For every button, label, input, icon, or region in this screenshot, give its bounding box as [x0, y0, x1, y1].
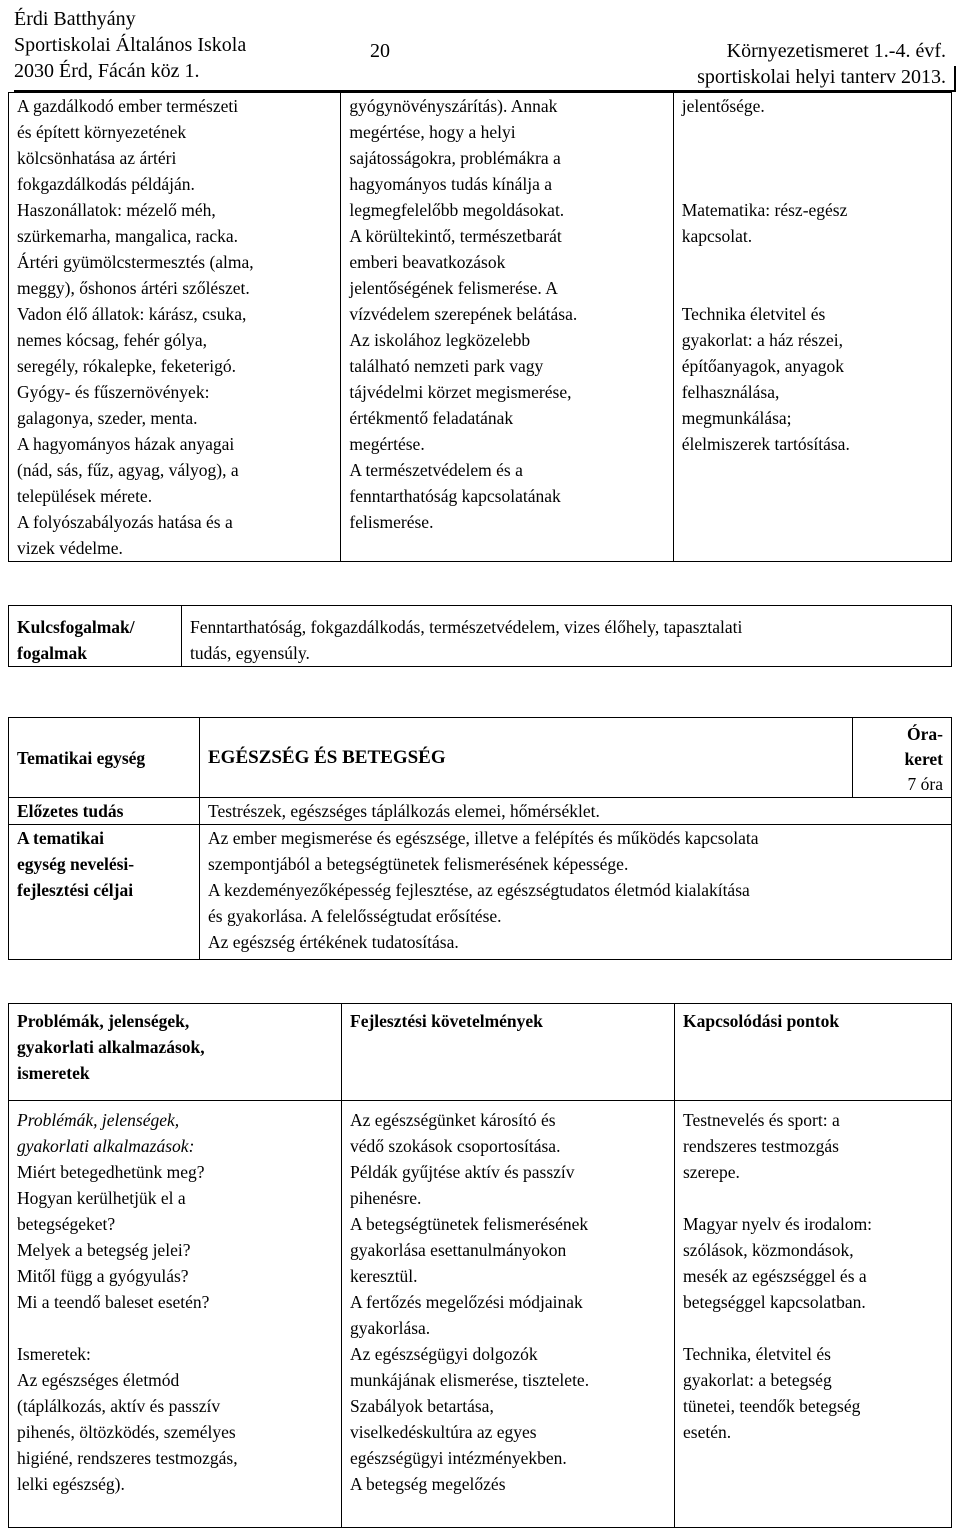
knowledge-lines — [17, 1367, 335, 1497]
text-line: esetén. — [683, 1422, 732, 1442]
text-line: Problémák, jelenségek, — [17, 1110, 180, 1130]
text-line: Miért betegedhetünk meg? — [17, 1162, 205, 1182]
connection-paragraph — [682, 301, 945, 457]
knowledge-label: Ismeretek: — [17, 1344, 91, 1364]
text-line: Technika, életvitel és — [683, 1344, 831, 1364]
text-line: pihenésre. — [350, 1188, 422, 1208]
text-line: kapcsolat. — [681, 226, 753, 246]
connection-paragraph — [683, 1341, 945, 1445]
text-line: Az egészség értékének tudatosítása. — [208, 932, 459, 952]
text-line: betegségeket? — [17, 1214, 116, 1234]
text-line: vízvédelem szerepének belátása. — [349, 304, 578, 324]
table-row — [9, 718, 952, 798]
text-line: A betegség megelőzés — [350, 1474, 506, 1494]
prior-knowledge-text: Testrészek, egészséges táplálkozás elemei, hőmérséklet. — [200, 798, 952, 825]
text-line: Példák gyűjtése aktív és passzív — [350, 1162, 575, 1182]
connection-paragraph — [683, 1211, 945, 1315]
curriculum-title: sportiskolai helyi tanterv 2013. — [697, 66, 946, 88]
text-line: felismerése. — [349, 512, 434, 532]
table-row — [9, 606, 952, 667]
text-line: A hagyományos házak anyagai — [17, 434, 235, 454]
text-line: A körültekintő, természetbarát — [349, 226, 562, 246]
text-line: Ártéri gyümölcstermesztés (alma, — [17, 252, 254, 272]
text-line: Testnevelés és sport: a — [683, 1110, 840, 1130]
text-line: (táplálkozás, aktív és passzív — [17, 1396, 221, 1416]
text-line: munkájának elismerése, tisztelete. — [350, 1370, 590, 1390]
text-line: Technika életvitel és — [681, 304, 826, 324]
goals-text — [200, 825, 952, 960]
text-line: vizek védelme. — [17, 538, 123, 558]
table-row — [9, 825, 952, 960]
keywords-table — [8, 605, 952, 667]
text-line: gyakorlása. — [350, 1318, 431, 1338]
text-line: A folyószabályozás hatása és a — [17, 512, 233, 532]
text-line: Magyar nyelv és irodalom: — [683, 1214, 873, 1234]
school-name: Érdi Batthyány — [14, 8, 136, 30]
requirements-lines — [349, 93, 666, 535]
text-line: A fertőzés megelőzési módjainak — [350, 1292, 583, 1312]
text-line: megmunkálása; — [681, 408, 792, 428]
header-rule-tick — [954, 66, 956, 92]
text-line: egység nevelési- — [17, 854, 135, 874]
text-line: ismeretek — [17, 1063, 90, 1083]
text-line: sajátosságokra, problémákra a — [349, 148, 561, 168]
page-number: 20 — [370, 40, 390, 62]
text-line: A természetvédelem és a — [349, 460, 523, 480]
unit-content-table — [8, 1003, 952, 1528]
text-line: betegséggel kapcsolatban. — [683, 1292, 866, 1312]
text-line: Mitől függ a gyógyulás? — [17, 1266, 189, 1286]
curriculum-info — [697, 38, 946, 90]
text-line: és gyakorlása. A felelősségtudat erősítése. — [208, 906, 502, 926]
text-line: Kulcsfogalmak/ — [17, 617, 135, 637]
subject-title: Környezetismeret 1.-4. évf. — [726, 40, 946, 62]
text-line: tudás, egyensúly. — [190, 643, 310, 663]
text-line: gyógynövényszárítás). Annak — [349, 96, 558, 116]
table-header-row — [9, 1004, 952, 1101]
text-line: viselkedéskultúra az egyes — [350, 1422, 537, 1442]
text-line: gyakorlása esettanulmányokon — [350, 1240, 567, 1260]
text-line: pihenés, öltözködés, személyes — [17, 1422, 236, 1442]
text-line: emberi beavatkozások — [349, 252, 506, 272]
connection-paragraph — [683, 1107, 945, 1185]
prior-knowledge-label: Előzetes tudás — [9, 798, 200, 825]
text-line: Az egészséges életmód — [17, 1370, 180, 1390]
column-header-requirements: Fejlesztési követelmények — [342, 1004, 675, 1101]
text-line: építőanyagok, anyagok — [681, 356, 845, 376]
content-cell — [9, 93, 341, 562]
text-line: Melyek a betegség jelei? — [17, 1240, 191, 1260]
text-line: szürkemarha, mangalica, racka. — [17, 226, 239, 246]
topic-continuation-table — [8, 92, 952, 562]
text-line: Fenntarthatóság, fokgazdálkodás, természetvédelem, vizes élőhely, tapasztalati — [190, 617, 743, 637]
text-line: Az iskolához legközelebb — [349, 330, 531, 350]
text-line: védő szokások csoportosítása. — [350, 1136, 561, 1156]
text-line: Hogyan kerülhetjük el a — [17, 1188, 186, 1208]
text-line: jelentőségének felismerése. A — [349, 278, 558, 298]
text-line: szempontjából a betegségtünetek felismerésének képessége. — [208, 854, 629, 874]
connections-cell — [673, 93, 951, 562]
text-line: Az egészségünket károsító és — [350, 1110, 556, 1130]
thematic-unit-table — [8, 717, 952, 960]
text-line: higiéné, rendszeres testmozgás, — [17, 1448, 238, 1468]
text-line: szerepe. — [683, 1162, 740, 1182]
text-line: szólások, közmondások, — [683, 1240, 854, 1260]
school-address: 2030 Érd, Fácán köz 1. — [14, 60, 200, 82]
italic-heading — [17, 1107, 335, 1159]
text-line: mesék az egészséggel és a — [683, 1266, 867, 1286]
text-line: található nemzeti park vagy — [349, 356, 544, 376]
school-info — [14, 6, 246, 84]
text-line: Problémák, jelenségek, — [17, 1011, 190, 1031]
keywords-text — [182, 606, 952, 667]
keywords-label — [9, 606, 182, 667]
column-header-problems — [9, 1004, 342, 1101]
text-line: jelentősége. — [681, 96, 765, 116]
text-line: értékmentő feladatának — [349, 408, 514, 428]
text-line: A betegségtünetek felismerésének — [350, 1214, 589, 1234]
text-line: gyakorlat: a ház részei, — [681, 330, 844, 350]
school-type: Sportiskolai Általános Iskola — [14, 34, 247, 56]
text-line: A kezdeményezőképesség fejlesztése, az egészségtudatos életmód kialakítása — [208, 880, 750, 900]
text-line: legmegfelelőbb megoldásokat. — [349, 200, 565, 220]
text-line: Szabályok betartása, — [350, 1396, 494, 1416]
text-line: Az egészségügyi dolgozók — [350, 1344, 538, 1364]
text-line: felhasználása, — [681, 382, 780, 402]
text-line: települések mérete. — [17, 486, 153, 506]
hours-value: 7 óra — [907, 774, 943, 794]
text-line: tünetei, teendők betegség — [683, 1396, 861, 1416]
table-row — [9, 798, 952, 825]
text-line: Vadon élő állatok: kárász, csuka, — [17, 304, 247, 324]
unit-title: EGÉSZSÉG ÉS BETEGSÉG — [200, 718, 853, 798]
text-line: fejlesztési céljai — [17, 880, 134, 900]
text-line: meggy), őshonos ártéri szőlészet. — [17, 278, 250, 298]
text-line: Óra- — [907, 724, 943, 744]
text-line: fenntarthatóság kapcsolatának — [349, 486, 561, 506]
connection-paragraph — [682, 93, 945, 119]
text-line: fogalmak — [17, 643, 87, 663]
text-line: Gyógy- és fűszernövények: — [17, 382, 210, 402]
text-line: és épített környezetének — [17, 122, 187, 142]
problems-cell — [9, 1101, 342, 1528]
text-line: rendszeres testmozgás — [683, 1136, 839, 1156]
text-line: gyakorlati alkalmazások, — [17, 1037, 205, 1057]
text-line: Haszonállatok: mézelő méh, — [17, 200, 216, 220]
text-line: élelmiszerek tartósítása. — [681, 434, 850, 454]
text-line: lelki egészség). — [17, 1474, 125, 1494]
requirements-cell — [341, 93, 673, 562]
text-line: gyakorlat: a betegség — [683, 1370, 832, 1390]
text-line: keresztül. — [350, 1266, 418, 1286]
text-line: Az ember megismerése és egészsége, illetve a felépítés és működés kapcsolata — [208, 828, 759, 848]
text-line: egészségügyi intézményekben. — [350, 1448, 567, 1468]
text-line: Matematika: rész-egész — [681, 200, 848, 220]
text-line: megértése, hogy a helyi — [349, 122, 516, 142]
text-line: galagonya, szeder, menta. — [17, 408, 198, 428]
text-line: kölcsönhatása az ártéri — [17, 148, 177, 168]
content-lines — [17, 93, 334, 561]
text-line: keret — [904, 749, 943, 769]
connections-cell — [675, 1101, 952, 1528]
connection-paragraph — [682, 197, 945, 249]
text-line: tájvédelmi körzet megismerése, — [349, 382, 572, 402]
text-line: fokgazdálkodás példáján. — [17, 174, 195, 194]
text-line: megértése. — [349, 434, 425, 454]
column-header-connections: Kapcsolódási pontok — [675, 1004, 952, 1101]
text-line: (nád, sás, fűz, agyag, vályog), a — [17, 460, 239, 480]
unit-label: Tematikai egység — [9, 718, 200, 798]
page-header — [14, 6, 956, 92]
requirements-cell — [342, 1101, 675, 1528]
text-line: hagyományos tudás kínálja a — [349, 174, 553, 194]
text-line: A tematikai — [17, 828, 105, 848]
goals-label — [9, 825, 200, 960]
text-line: gyakorlati alkalmazások: — [17, 1136, 195, 1156]
text-line: Mi a teendő baleset esetén? — [17, 1292, 210, 1312]
table-row — [9, 1101, 952, 1528]
questions-list — [17, 1159, 335, 1315]
table-row — [9, 93, 952, 562]
text-line: seregély, rókalepke, feketerigó. — [17, 356, 236, 376]
text-line: A gazdálkodó ember természeti — [17, 96, 239, 116]
text-line: nemes kócsag, fehér gólya, — [17, 330, 207, 350]
hours-cell — [853, 718, 952, 798]
